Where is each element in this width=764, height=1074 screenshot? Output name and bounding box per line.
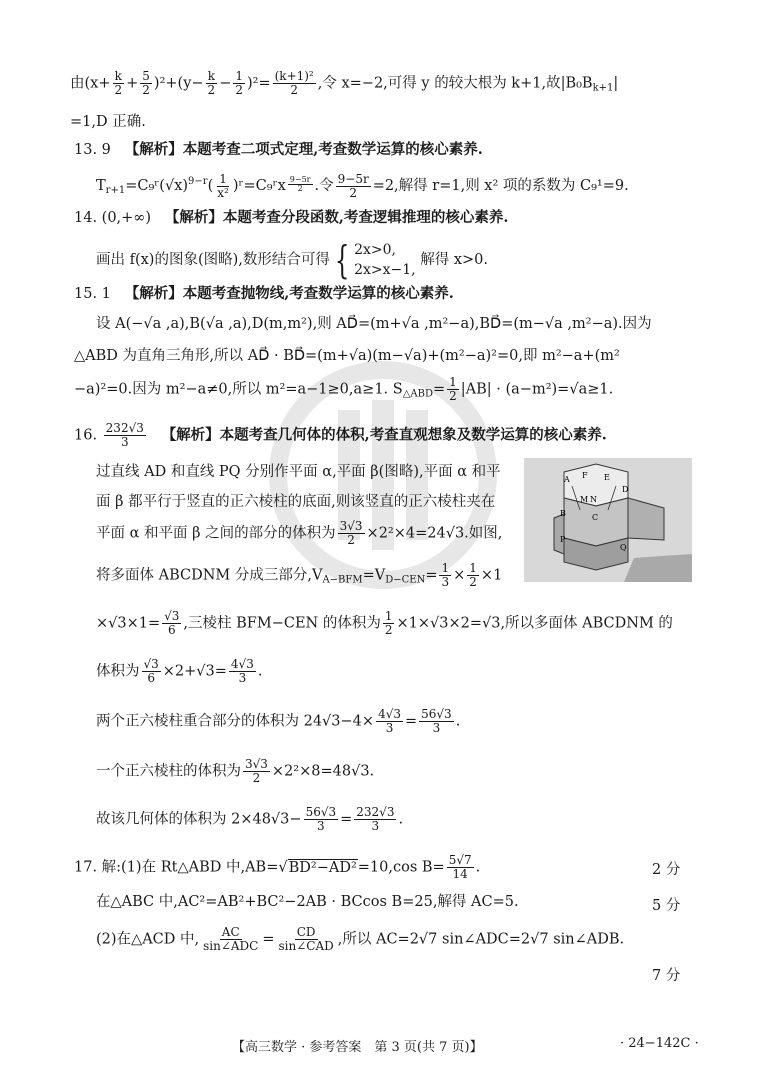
q16-header: 16. $\frac{232√3}{3}$ 【解析】本题考查几何体的体积,考查直观想象及数学运算的核心素养.: [74, 421, 607, 449]
label-E: E: [604, 473, 610, 482]
q17-line-2: 在△ABC 中,AC²=AB²+BC²−2AB · BCcos B=25,解得 AC=5.: [96, 894, 519, 910]
q15-line-2: △ABD 为直角三角形,所以 AD⃗ · BD⃗=(m+√a)(m−√a)+(m²−a)²=0,即 m²−a+(m²: [74, 348, 620, 364]
q17-line-1: 17. 解:(1)在 Rt△ABD 中,AB=√BD²−AD²=10,cos B= $\frac{5√7}{14}$ .: [74, 853, 481, 881]
q14-header: 14. (0,+∞) 【解析】本题考查分段函数,考查逻辑推理的核心素养.: [74, 209, 509, 226]
intro-line-1: 由(x+ $\frac{k}{2}$ + $\frac{5}{2}$ )²+(y− $\frac{k}{2}$ − $\frac{1}{2}$ )²= $\frac{\text{(k+1)²}}{2}$ ,令 x=−2,可得 y 的较大根为 k+1,故$|B_0B_{k+1}|$: [70, 69, 619, 97]
q16-para-5: ×√3×1= $\frac{√3}{6}$ ,三棱柱 BFM−CEN 的体积为 $\frac{1}{2}$ ×1×√3×2=√3,所以多面体 ABCDNM 的: [96, 609, 673, 637]
label-C: C: [592, 513, 599, 522]
q13-header: 13. 9 【解析】本题考查二项式定理,考查数学运算的核心素养.: [74, 141, 483, 158]
q15-header: 15. 1 【解析】本题考查抛物线,考查数学运算的核心素养.: [74, 285, 454, 302]
label-F: F: [582, 471, 588, 480]
q15-line-3: −a)²=0.因为 m²−a≠0,所以 m²=a−1≥0,a≥1. $S_{\triangle ABD}=$ $\frac{1}{2}$ |AB| · (a−m²)=√a≥1.: [74, 375, 614, 403]
label-D: D: [622, 485, 629, 494]
label-M: M: [580, 495, 589, 504]
q14-body: 画出 f(x)的图象(图略),数形结合可得 { 2x>0, 2x>x−1, 解得 x>0.: [96, 238, 488, 282]
q17-score-2: 5 分: [652, 898, 681, 914]
q13-body: $T_{r+1}=C_9ʳ(√x)^{9-r}$( $\frac{1}{\text{x²}}$ )ʳ=C₉ʳx $\frac{9-5r}{2}$ .令 $\frac{9-5r}{2}$ =2,解得 r=1,则 x² 项的系数为 C₉¹=9.: [96, 171, 629, 200]
q17-line-3: (2)在△ACD 中, $\frac{AC}{\text{sin∠ADC}}$ = $\frac{CD}{\text{sin∠CAD}}$ ,所以 AC=2√7 sin∠ADC=2√7 sin∠ADB.: [96, 925, 625, 953]
q15-line-1: 设 A(−√a ,a),B(√a ,a),D(m,m²),则 AD⃗=(m+√a ,m²−a),BD⃗=(m−√a ,m²−a).因为: [96, 316, 652, 332]
footer-center: 【高三数学 · 参考答案 第 3 页(共 7 页)】: [232, 1040, 483, 1055]
label-N: N: [590, 495, 597, 504]
label-P: P: [560, 535, 566, 544]
q16-para-1: 过直线 AD 和直线 PQ 分别作平面 α,平面 β(图略),平面 α 和平: [96, 464, 501, 480]
q16-para-4: 将多面体 ABCDNM 分成三部分$,V_{A-BFM}=V_{D-CEN}=$ $\frac{1}{3}$ × $\frac{1}{2}$ ×1: [96, 561, 503, 589]
label-Q: Q: [620, 543, 627, 552]
intro-line-2: =1,D 正确.: [70, 114, 146, 130]
hexagonal-prism-figure: [524, 458, 692, 582]
q17-score-3: 7 分: [652, 968, 681, 984]
q16-para-9: 故该几何体的体积为 2×48√3− $\frac{56√3}{3}$ = $\frac{232√3}{3}$ .: [96, 805, 404, 833]
q16-para-8: 一个正六棱柱的体积为 $\frac{3√3}{2}$ ×2²×8=48√3.: [96, 757, 375, 785]
q16-para-2: 面 β 都平行于竖直的正六棱柱的底面,则该竖直的正六棱柱夹在: [96, 494, 496, 510]
label-A: A: [564, 475, 570, 484]
q16-para-3: 平面 α 和平面 β 之间的部分的体积为 $\frac{3√3}{2}$ ×2²×4=24√3.如图,: [96, 519, 503, 547]
q16-para-7: 两个正六棱柱重合部分的体积为 24√3−4× $\frac{4√3}{3}$ = $\frac{56√3}{3}$ .: [96, 707, 461, 735]
label-B: B: [560, 509, 566, 518]
footer-code: · 24−142C ·: [620, 1036, 699, 1051]
q17-score-1: 2 分: [652, 862, 681, 878]
q16-para-6: 体积为 $\frac{√3}{6}$ ×2+√3= $\frac{4√3}{3}$ .: [96, 657, 263, 685]
